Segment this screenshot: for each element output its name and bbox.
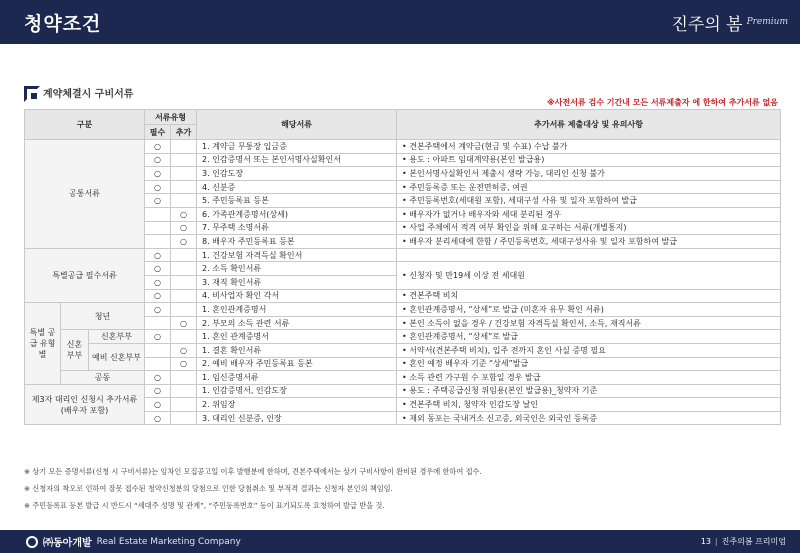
document-note: • 소득 관련 가구원 수 포함일 경우 발급 [397, 371, 781, 385]
header-document: 해당서류 [197, 110, 397, 140]
group-special: 특별공급 필수서류 [25, 248, 145, 302]
additional-mark [171, 140, 197, 154]
document-name: 1. 계약금 무통장 입금증 [197, 140, 397, 154]
required-mark: ○ [145, 194, 171, 208]
table-row [25, 384, 781, 398]
page-title: 청약조건 [24, 13, 102, 35]
required-mark: ○ [145, 167, 171, 181]
document-note: • 견본주택 비치, 청약자 인감도장 날인 [397, 398, 781, 412]
document-note: • 주민등록번호(세대원 포함), 세대구성 사유 및 일자 포함하여 발급 [397, 194, 781, 208]
additional-mark: ○ [171, 221, 197, 235]
section-bullet-icon [24, 86, 37, 99]
required-mark: ○ [145, 180, 171, 194]
document-name: 2. 위임장 [197, 398, 397, 412]
additional-mark [171, 303, 197, 317]
document-note: • 용도 : 주택공급신청 위임용(본인 발급용)_청약자 기준 [397, 384, 781, 398]
document-note: • 서약서(견본주택 비치), 입주 전까지 혼인 사실 증명 필요 [397, 343, 781, 357]
table-header-row [25, 110, 781, 125]
document-note: • 배우자가 없거나 배우자와 세대 분리된 경우 [397, 207, 781, 221]
additional-mark [171, 371, 197, 385]
document-name: 4. 신분증 [197, 180, 397, 194]
required-mark: ○ [145, 411, 171, 425]
brand-logo [671, 4, 788, 40]
document-note: • 본인 소득이 없을 경우 / 건강보험 자격득실 확인서, 소득, 재직서류 [397, 316, 781, 330]
required-mark [145, 235, 171, 249]
document-name: 5. 주민등록표 등본 [197, 194, 397, 208]
required-mark: ○ [145, 275, 171, 289]
document-name: 3. 재직 확인서류 [197, 275, 397, 289]
additional-mark [171, 180, 197, 194]
group-newlywed: 신혼 부부 [61, 330, 89, 371]
document-name: 1. 인감증명서, 인감도장 [197, 384, 397, 398]
page-number: 13 [700, 537, 711, 546]
company-tagline: Real Estate Marketing Company [96, 536, 241, 547]
additional-mark [171, 289, 197, 303]
additional-mark [171, 153, 197, 167]
group-joint: 공동 [61, 371, 145, 385]
additional-mark [171, 262, 197, 276]
header-additional: 추가 [171, 125, 197, 140]
document-note [397, 248, 781, 262]
document-note: • 견본주택에서 계약금(현금 및 수표) 수납 불가 [397, 140, 781, 154]
document-name: 2. 예비 배우자 주민등록표 등본 [197, 357, 397, 371]
required-mark [145, 207, 171, 221]
document-name: 2. 소득 확인서류 [197, 262, 397, 276]
group-newlywed-couple: 신혼부부 [89, 330, 145, 344]
required-mark [145, 221, 171, 235]
document-note: • 혼인관계증명서, “상세”로 발급 (미혼자 유무 확인 서류) [397, 303, 781, 317]
table-row [25, 140, 781, 154]
header-note: 추가서류 제출대상 및 유의사항 [397, 110, 781, 140]
document-name: 3. 인감도장 [197, 167, 397, 181]
document-name: 1. 혼인관계증명서 [197, 303, 397, 317]
additional-mark [171, 194, 197, 208]
company-name: ㈜동아개발 [43, 538, 92, 549]
required-mark: ○ [145, 303, 171, 317]
required-mark [145, 316, 171, 330]
additional-mark [171, 398, 197, 412]
documents-table [24, 109, 781, 425]
required-mark: ○ [145, 140, 171, 154]
notice-text: ※사전서류 검수 기간내 모든 서류제출자 에 한하여 추가서류 없음 [547, 98, 778, 107]
company-logo-icon [26, 536, 38, 548]
required-mark: ○ [145, 262, 171, 276]
footnote: ※ 신청자의 착오로 인하여 잘못 접수된 청약신청분의 당첨으로 인한 당첨취소 및 부적격 결과는 신청자 본인의 책임임. [24, 484, 393, 493]
table-row [25, 248, 781, 262]
additional-mark: ○ [171, 316, 197, 330]
document-name: 1. 건강보험 자격득실 확인서 [197, 248, 397, 262]
document-name: 8. 배우자 주민등록표 등본 [197, 235, 397, 249]
table-row [25, 371, 781, 385]
additional-mark [171, 275, 197, 289]
company-info [26, 534, 241, 549]
additional-mark [171, 411, 197, 425]
group-common: 공통서류 [25, 140, 145, 249]
table-row [25, 303, 781, 317]
required-mark: ○ [145, 248, 171, 262]
document-note: • 혼인관계증명서, “상세”로 발급 [397, 330, 781, 344]
page-info [701, 536, 786, 547]
document-name: 3. 대리인 신분증, 인장 [197, 411, 397, 425]
document-note: • 용도 : 아파트 임대계약용(본인 발급용) [397, 153, 781, 167]
document-note: • 배우자 분리세대에 한함 / 주민등록번호, 세대구성사유 및 일자 포함하여 발급 [397, 235, 781, 249]
document-note: • 사업 주체에서 적격 여부 확인을 위해 요구하는 서류(개별통지) [397, 221, 781, 235]
table-row [25, 330, 781, 344]
group-proxy: 제3자 대리인 신청시 추가서류 (배우자 포함) [25, 384, 145, 425]
required-mark: ○ [145, 384, 171, 398]
additional-mark: ○ [171, 235, 197, 249]
required-mark: ○ [145, 371, 171, 385]
table-row [25, 343, 781, 357]
document-note: • 주민등록증 또는 운전면허증, 여권 [397, 180, 781, 194]
page-separator: | [714, 537, 718, 546]
document-note: • 견본주택 비치 [397, 289, 781, 303]
document-name: 6. 가족관계증명서(상세) [197, 207, 397, 221]
brand-logo-text: 진주의 봄 [671, 14, 743, 35]
document-name: 4. 비사업자 확인 각서 [197, 289, 397, 303]
additional-mark: ○ [171, 343, 197, 357]
document-name: 7. 무주택 소명서류 [197, 221, 397, 235]
footnote: ※ 상기 모든 증명서류(신청 시 구비서류)는 임차인 모집공고일 이후 발행분에 한하며, 견본주택에서는 상기 구비사항이 완비된 경우에 한하여 접수. [24, 467, 482, 476]
group-special-type: 특별 공급 유형별 [25, 303, 61, 385]
document-name: 1. 혼인 관계증명서 [197, 330, 397, 344]
footnotes [24, 463, 784, 514]
additional-mark [171, 248, 197, 262]
header-doc-type: 서류유형 [145, 110, 197, 125]
additional-mark [171, 167, 197, 181]
document-name: 1. 결혼 확인서류 [197, 343, 397, 357]
additional-mark: ○ [171, 357, 197, 371]
site-name: 진주의봄 프리미엄 [721, 537, 786, 546]
document-note: • 본인서명사실확인서 제출시 생략 가능, 대리인 신청 불가 [397, 167, 781, 181]
required-mark: ○ [145, 330, 171, 344]
additional-mark [171, 384, 197, 398]
section-heading [24, 84, 133, 100]
group-pre-newlywed: 예비 신혼부부 [89, 343, 145, 370]
document-name: 2. 부모의 소득 관련 서류 [197, 316, 397, 330]
header-required: 필수 [145, 125, 171, 140]
required-mark [145, 343, 171, 357]
required-mark: ○ [145, 289, 171, 303]
additional-mark: ○ [171, 207, 197, 221]
document-name: 2. 인감증명서 또는 본인서명사실확인서 [197, 153, 397, 167]
required-mark [145, 357, 171, 371]
header-category: 구분 [25, 110, 145, 140]
document-note: • 신청자 및 만19세 이상 전 세대원 [397, 262, 781, 289]
required-mark: ○ [145, 153, 171, 167]
brand-logo-subtext: Premium [746, 17, 788, 27]
document-note: • 재외 동포는 국내거소 신고증, 외국인은 외국인 등록증 [397, 411, 781, 425]
document-note: • 혼인 예정 배우자 기준 “상세”발급 [397, 357, 781, 371]
required-mark: ○ [145, 398, 171, 412]
title-bar [0, 0, 800, 44]
additional-mark [171, 330, 197, 344]
section-title: 계약체결시 구비서류 [43, 88, 134, 100]
group-youth: 청년 [61, 303, 145, 330]
document-name: 1. 임신증명서류 [197, 371, 397, 385]
footer-bar [0, 530, 800, 553]
footnote: ※ 주민등록표 등본 발급 시 반드시 “세대주 성명 및 관계”, “주민등록번호” 등이 표기되도록 요청하여 발급 받을 것. [24, 501, 385, 510]
